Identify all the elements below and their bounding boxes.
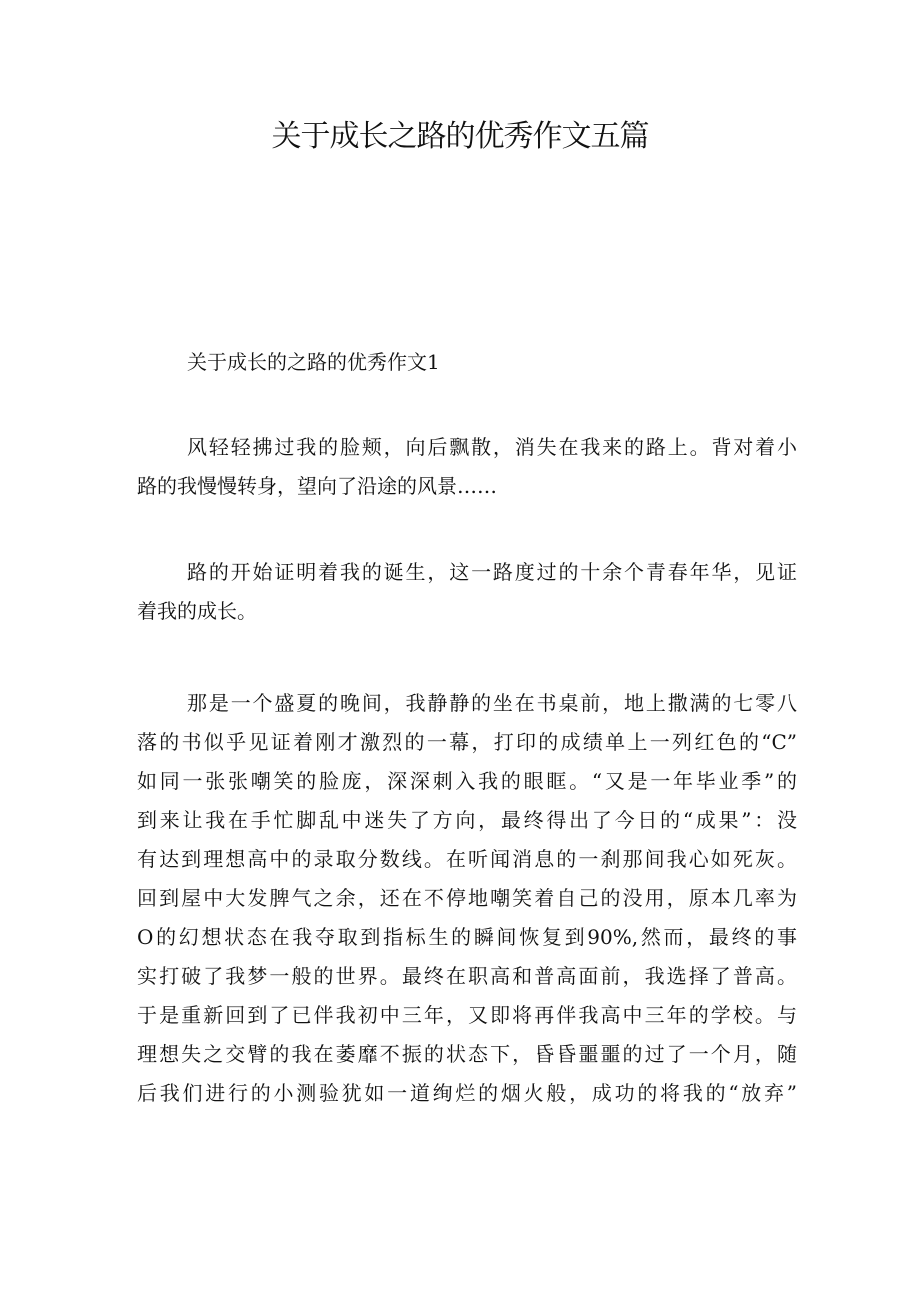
paragraph-line: 落的书似乎见证着刚才激烈的一幕，打印的成绩单上一列红色的“C”: [137, 730, 797, 754]
paragraph-line: 理想失之交臂的我在萎靡不振的状态下，昏昏噩噩的过了一个月，随: [137, 1042, 797, 1066]
document-title: 关于成长之路的优秀作文五篇: [271, 119, 649, 154]
paragraph-line: 后我们进行的小测验犹如一道绚烂的烟火般，成功的将我的“放弃”: [137, 1081, 797, 1105]
paragraph-line: 着我的成长。: [137, 599, 257, 623]
paragraph-line: 如同一张张嘲笑的脸庞，深深刺入我的眼眶。“又是一年毕业季”的: [137, 769, 797, 793]
paragraph-line: 路的我慢慢转身，望向了沿途的风景……: [137, 474, 497, 498]
paragraph-line: 回到屋中大发脾气之余，还在不停地嘲笑着自己的没用，原本几率为: [137, 886, 797, 910]
paragraph-line: 路的开始证明着我的诞生，这一路度过的十余个青春年华，见证: [187, 560, 797, 584]
paragraph-line: 实打破了我梦一般的世界。最终在职高和普高面前，我选择了普高。: [137, 964, 797, 988]
paragraph-2: [137, 553, 797, 631]
paragraph-1: [137, 428, 797, 506]
paragraph-line: O的幻想状态在我夺取到指标生的瞬间恢复到90%,然而，最终的事: [137, 925, 797, 949]
paragraph-line: 有达到理想高中的录取分数线。在听闻消息的一刹那间我心如死灰。: [137, 847, 797, 871]
paragraph-line: 那是一个盛夏的晚间，我静静的坐在书桌前，地上撒满的七零八: [187, 691, 797, 715]
paragraph-line: 于是重新回到了已伴我初中三年，又即将再伴我高中三年的学校。与: [137, 1003, 797, 1027]
paragraph-line: 风轻轻拂过我的脸颊，向后飘散，消失在我来的路上。背对着小: [187, 435, 797, 459]
paragraph-line: 到来让我在手忙脚乱中迷失了方向，最终得出了今日的“成果”：没: [137, 808, 797, 832]
paragraph-3: [137, 684, 797, 1113]
section-heading: 关于成长的之路的优秀作文1: [187, 350, 440, 374]
